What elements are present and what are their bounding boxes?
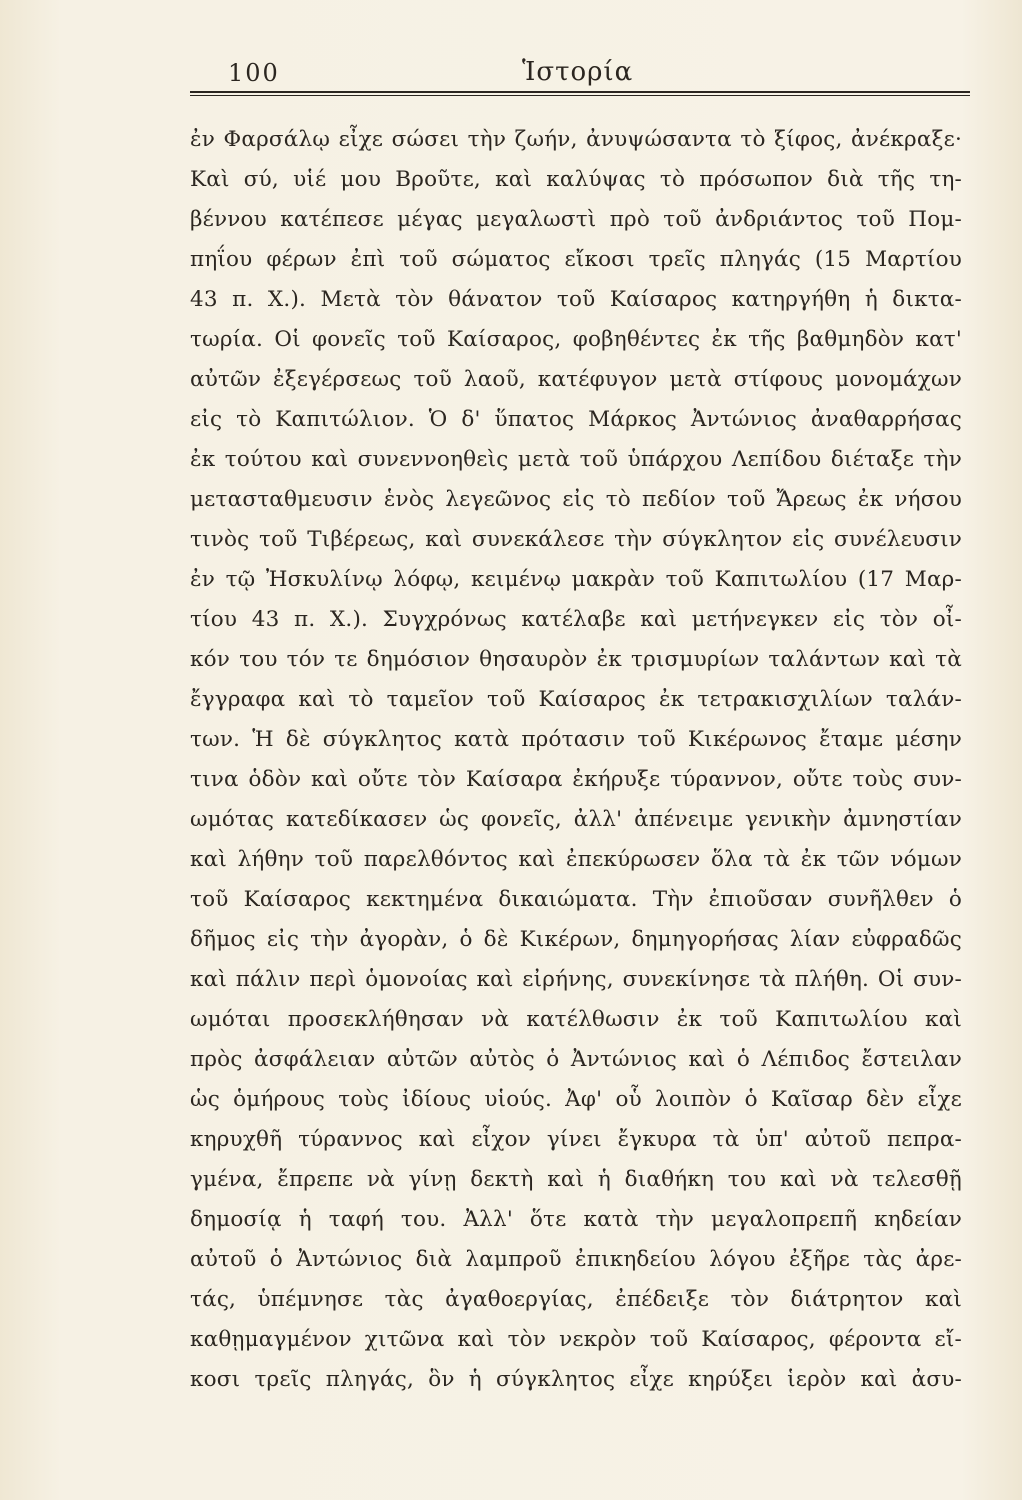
body-text bbox=[190, 120, 962, 1400]
page-header bbox=[190, 55, 970, 95]
text-line: τοῦ Καίσαρος κεκτημένα δικαιώματα. Τὴν ἐπιοῦσαν συνῆλθεν ὁ bbox=[190, 887, 962, 912]
text-line: γμένα, ἔπρεπε νὰ γίνῃ δεκτὴ καὶ ἡ διαθήκη του καὶ νὰ τελεσθῇ bbox=[190, 1167, 962, 1192]
text-line: τάς, ὑπέμνησε τὰς ἀγαθοεργίας, ἐπέδειξε τὸν διάτρητον καὶ bbox=[190, 1287, 962, 1312]
text-line: κόν του τόν τε δημόσιον θησαυρὸν ἐκ τρισμυρίων ταλάντων καὶ τὰ bbox=[190, 647, 962, 672]
running-title: Ἱστορία bbox=[522, 57, 634, 87]
text-line: ωμότας κατεδίκασεν ὡς φονεῖς, ἀλλ' ἀπένειμε γενικὴν ἀμνηστίαν bbox=[190, 807, 962, 832]
text-line: ωμόται προσεκλήθησαν νὰ κατέλθωσιν ἐκ τοῦ Καπιτωλίου καὶ bbox=[190, 1007, 962, 1032]
page-number: 100 bbox=[228, 59, 280, 87]
text-line: τωρία. Οἱ φονεῖς τοῦ Καίσαρος, φοβηθέντες ἐκ τῆς βαθμηδὸν κατ' bbox=[190, 327, 962, 352]
text-line: Καὶ σύ, υἱέ μου Βροῦτε, καὶ καλύψας τὸ πρόσωπον διὰ τῆς τη- bbox=[190, 167, 962, 192]
text-line: πηΐου φέρων ἐπὶ τοῦ σώματος εἴκοσι τρεῖς πληγάς (15 Μαρτίου bbox=[190, 247, 962, 272]
header-rule-thin bbox=[190, 95, 970, 96]
text-line: αὐτοῦ ὁ Ἀντώνιος διὰ λαμπροῦ ἐπικηδείου λόγου ἐξῆρε τὰς ἀρε- bbox=[190, 1247, 962, 1272]
text-line: 43 π. Χ.). Μετὰ τὸν θάνατον τοῦ Καίσαρος κατηργήθη ἡ δικτα- bbox=[190, 287, 962, 312]
text-line: κοσι τρεῖς πληγάς, ὃν ἡ σύγκλητος εἶχε κηρύξει ἱερὸν καὶ ἀσυ- bbox=[190, 1367, 962, 1392]
text-line: των. Ἡ δὲ σύγκλητος κατὰ πρότασιν τοῦ Κικέρωνος ἔταμε μέσην bbox=[190, 727, 962, 752]
text-line: καὶ πάλιν περὶ ὁμονοίας καὶ εἰρήνης, συνεκίνησε τὰ πλήθη. Οἱ συν- bbox=[190, 967, 962, 992]
text-line: βέννου κατέπεσε μέγας μεγαλωστὶ πρὸ τοῦ ἀνδριάντος τοῦ Πομ- bbox=[190, 207, 962, 232]
text-line: ἔγγραφα καὶ τὸ ταμεῖον τοῦ Καίσαρος ἐκ τετρακισχιλίων ταλάν- bbox=[190, 687, 962, 712]
text-line: μετασταθμευσιν ἑνὸς λεγεῶνος εἰς τὸ πεδίον τοῦ Ἄρεως ἐκ νήσου bbox=[190, 487, 962, 512]
text-line: καθῃμαγμένον χιτῶνα καὶ τὸν νεκρὸν τοῦ Καίσαρος, φέροντα εἴ- bbox=[190, 1327, 962, 1352]
text-line: καὶ λήθην τοῦ παρελθόντος καὶ ἐπεκύρωσεν ὅλα τὰ ἐκ τῶν νόμων bbox=[190, 847, 962, 872]
text-line: τινα ὁδὸν καὶ οὔτε τὸν Καίσαρα ἐκήρυξε τύραννον, οὔτε τοὺς συν- bbox=[190, 767, 962, 792]
text-line: ἐν Φαρσάλῳ εἶχε σώσει τὴν ζωήν, ἀνυψώσαντα τὸ ξίφος, ἀνέκραξε· bbox=[190, 127, 962, 152]
text-line: δημοσίᾳ ἡ ταφή του. Ἀλλ' ὅτε κατὰ τὴν μεγαλοπρεπῆ κηδείαν bbox=[190, 1207, 962, 1232]
text-line: ὡς ὁμήρους τοὺς ἰδίους υἱούς. Ἀφ' οὗ λοιπὸν ὁ Καῖσαρ δὲν εἶχε bbox=[190, 1087, 962, 1112]
text-line: τίου 43 π. Χ.). Συγχρόνως κατέλαβε καὶ μετήνεγκεν εἰς τὸν οἶ- bbox=[190, 607, 962, 632]
text-line: αὐτῶν ἐξεγέρσεως τοῦ λαοῦ, κατέφυγον μετὰ στίφους μονομάχων bbox=[190, 367, 962, 392]
text-line: ἐκ τούτου καὶ συνεννοηθεὶς μετὰ τοῦ ὑπάρχου Λεπίδου διέταξε τὴν bbox=[190, 447, 962, 472]
text-line: τινὸς τοῦ Τιβέρεως, καὶ συνεκάλεσε τὴν σύγκλητον εἰς συνέλευσιν bbox=[190, 527, 962, 552]
text-line: κηρυχθῆ τύραννος καὶ εἶχον γίνει ἔγκυρα τὰ ὑπ' αὐτοῦ πεπρα- bbox=[190, 1127, 962, 1152]
text-line: πρὸς ἀσφάλειαν αὐτῶν αὐτὸς ὁ Ἀντώνιος καὶ ὁ Λέπιδος ἔστειλαν bbox=[190, 1047, 962, 1072]
header-rule bbox=[190, 91, 970, 93]
text-line: ἐν τῷ Ἠσκυλίνῳ λόφῳ, κειμένῳ μακρὰν τοῦ Καπιτωλίου (17 Μαρ- bbox=[190, 567, 962, 592]
text-line: δῆμος εἰς τὴν ἀγορὰν, ὁ δὲ Κικέρων, δημηγορήσας λίαν εὐφραδῶς bbox=[190, 927, 962, 952]
text-line: εἰς τὸ Καπιτώλιον. Ὁ δ' ὕπατος Μάρκος Ἀντώνιος ἀναθαρρήσας bbox=[190, 407, 962, 432]
